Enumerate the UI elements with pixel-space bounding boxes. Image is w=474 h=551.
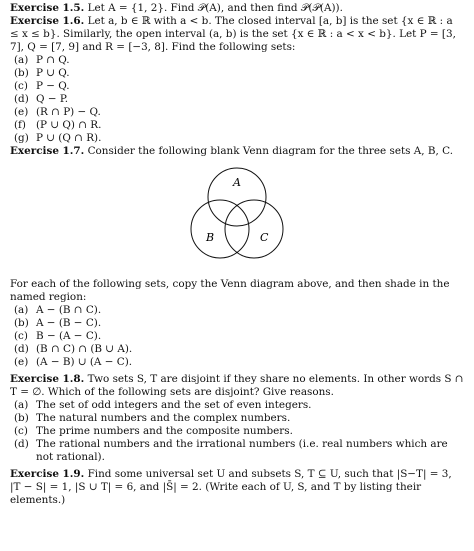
item-label: (d) bbox=[14, 438, 29, 450]
exercise-1-5-text: Let A = {1, 2}. Find 𝒫(A), and then find 𝒫(𝒫(A)). bbox=[87, 2, 343, 14]
item-text: A − (B − C). bbox=[36, 317, 102, 329]
item-label: (e) bbox=[14, 356, 29, 368]
item-label: (f) bbox=[14, 119, 26, 131]
item-label: (b) bbox=[14, 67, 29, 79]
item-text: P ∩ Q. bbox=[36, 54, 70, 66]
list-item bbox=[10, 317, 464, 330]
venn-circle-c bbox=[225, 200, 283, 258]
exercise-1-9-heading: Exercise 1.9. bbox=[10, 468, 85, 480]
list-item bbox=[10, 412, 464, 425]
list-item bbox=[10, 304, 464, 317]
item-text: The prime numbers and the composite numbers. bbox=[36, 425, 293, 437]
list-item bbox=[10, 93, 464, 106]
list-item bbox=[10, 54, 464, 67]
item-label: (a) bbox=[14, 54, 29, 66]
list-item bbox=[10, 80, 464, 93]
item-text: A − (B ∩ C). bbox=[36, 304, 102, 316]
item-text: The set of odd integers and the set of even integers. bbox=[36, 399, 312, 411]
venn-diagram-svg bbox=[182, 162, 292, 272]
item-label: (c) bbox=[14, 425, 28, 437]
list-item bbox=[10, 106, 464, 119]
exercise-1-8-text: Two sets S, T are disjoint if they share no elements. In other words S ∩ T = ∅. Which of the following sets are disjoint? Give reasons. bbox=[10, 373, 464, 398]
exercise-1-6-text: Let a, b ∈ ℝ with a < b. The closed interval [a, b] is the set {x ∈ ℝ : a ≤ x ≤ b}. Similarly, the open interval (a, b) is the set {x ∈ ℝ : a < x < b}. Let P = [3, 7], Q = [7, 9] and R = [−3, 8]. Find the following sets: bbox=[10, 15, 456, 53]
item-text: B − (A − C). bbox=[36, 330, 102, 342]
item-text: (B ∩ C) ∩ (B ∪ A). bbox=[36, 343, 133, 355]
list-item bbox=[10, 399, 464, 412]
venn-label-b: B bbox=[206, 231, 215, 244]
exercise-1-5-heading: Exercise 1.5. bbox=[10, 2, 85, 14]
exercise-1-7 bbox=[10, 145, 464, 158]
list-item bbox=[10, 330, 464, 343]
list-item bbox=[10, 425, 464, 438]
exercise-1-7-heading: Exercise 1.7. bbox=[10, 145, 85, 157]
list-item bbox=[10, 343, 464, 356]
exercise-1-6-list bbox=[10, 54, 464, 145]
item-label: (d) bbox=[14, 343, 29, 355]
exercise-1-6-heading: Exercise 1.6. bbox=[10, 15, 85, 27]
exercise-1-9-text: Find some universal set U and subsets S, T ⊆ U, such that |S−T| = 3, |T − S| = 1, |S ∪ T| = 6, and |S̄| = 2. (Write each of U, S, and T by listing their elements.) bbox=[10, 468, 452, 506]
item-label: (c) bbox=[14, 330, 28, 342]
exercise-1-5 bbox=[10, 2, 464, 15]
exercise-1-9 bbox=[10, 468, 464, 507]
list-item bbox=[10, 132, 464, 145]
item-text: (A − B) ∪ (A − C). bbox=[36, 356, 133, 368]
item-text: The natural numbers and the complex numbers. bbox=[36, 412, 291, 424]
list-item bbox=[10, 356, 464, 369]
venn-diagram bbox=[10, 162, 464, 272]
item-text: (R ∩ P) − Q. bbox=[36, 106, 101, 118]
venn-circle-b bbox=[191, 200, 249, 258]
venn-label-c: C bbox=[260, 231, 269, 244]
item-text: Q − P. bbox=[36, 93, 69, 105]
exercise-1-6 bbox=[10, 15, 464, 54]
item-text: (P ∪ Q) ∩ R. bbox=[36, 119, 102, 131]
exercise-1-7-text: Consider the following blank Venn diagram for the three sets A, B, C. bbox=[87, 145, 454, 157]
list-item bbox=[10, 438, 464, 464]
item-text: P ∪ (Q ∩ R). bbox=[36, 132, 102, 144]
item-text: The rational numbers and the irrational numbers (i.e. real numbers which are not rational). bbox=[36, 438, 448, 463]
item-label: (b) bbox=[14, 412, 29, 424]
exercise-1-7-instructions: For each of the following sets, copy the Venn diagram above, and then shade in the named region: bbox=[10, 278, 450, 303]
exercise-1-8-list bbox=[10, 399, 464, 464]
item-label: (b) bbox=[14, 317, 29, 329]
item-label: (d) bbox=[14, 93, 29, 105]
list-item bbox=[10, 67, 464, 80]
item-label: (g) bbox=[14, 132, 29, 144]
item-label: (c) bbox=[14, 80, 28, 92]
exercise-1-7-list bbox=[10, 304, 464, 369]
item-label: (e) bbox=[14, 106, 29, 118]
item-text: P ∪ Q. bbox=[36, 67, 70, 79]
item-label: (a) bbox=[14, 304, 29, 316]
list-item bbox=[10, 119, 464, 132]
exercise-1-8-heading: Exercise 1.8. bbox=[10, 373, 85, 385]
item-text: P − Q. bbox=[36, 80, 70, 92]
venn-label-a: A bbox=[233, 176, 241, 189]
item-label: (a) bbox=[14, 399, 29, 411]
exercise-1-8 bbox=[10, 373, 464, 399]
